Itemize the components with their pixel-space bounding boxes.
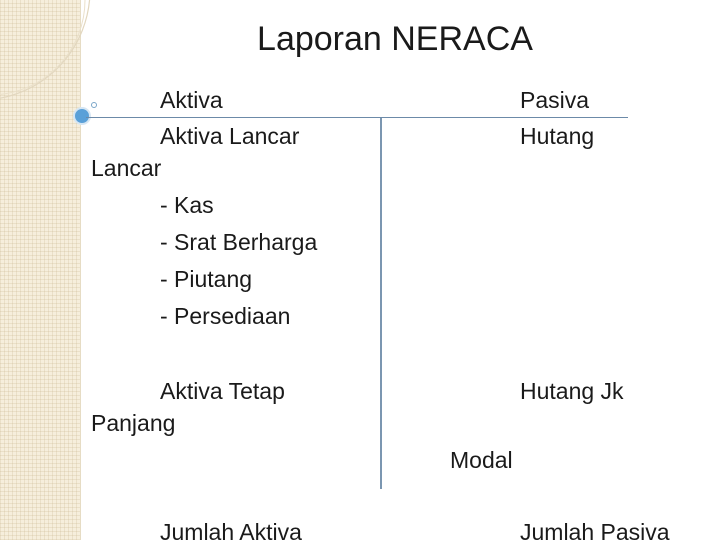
pasiva-header: Pasiva xyxy=(520,87,590,113)
t-account-vertical-line xyxy=(380,117,382,489)
asset-item-surat-berharga: - Srat Berharga xyxy=(160,229,318,255)
fixed-assets-wrap: Panjang xyxy=(91,410,176,436)
equity-label: Modal xyxy=(450,447,513,473)
asset-item-kas: - Kas xyxy=(160,192,214,218)
asset-item-piutang: - Piutang xyxy=(160,266,253,292)
total-assets-label: Jumlah Aktiva xyxy=(160,519,302,545)
page-title: Laporan NERACA xyxy=(257,20,533,58)
asset-item-persediaan: - Persediaan xyxy=(160,303,291,329)
long-term-debt-label: Hutang Jk xyxy=(520,378,624,404)
aktiva-header: Aktiva xyxy=(160,87,223,113)
debt-label: Hutang xyxy=(520,123,595,149)
current-assets-label: Aktiva Lancar xyxy=(160,123,300,149)
current-assets-wrap: Lancar xyxy=(91,155,162,181)
fixed-assets-label: Aktiva Tetap xyxy=(160,378,285,404)
total-liabilities-label: Jumlah Pasiva xyxy=(520,519,670,545)
